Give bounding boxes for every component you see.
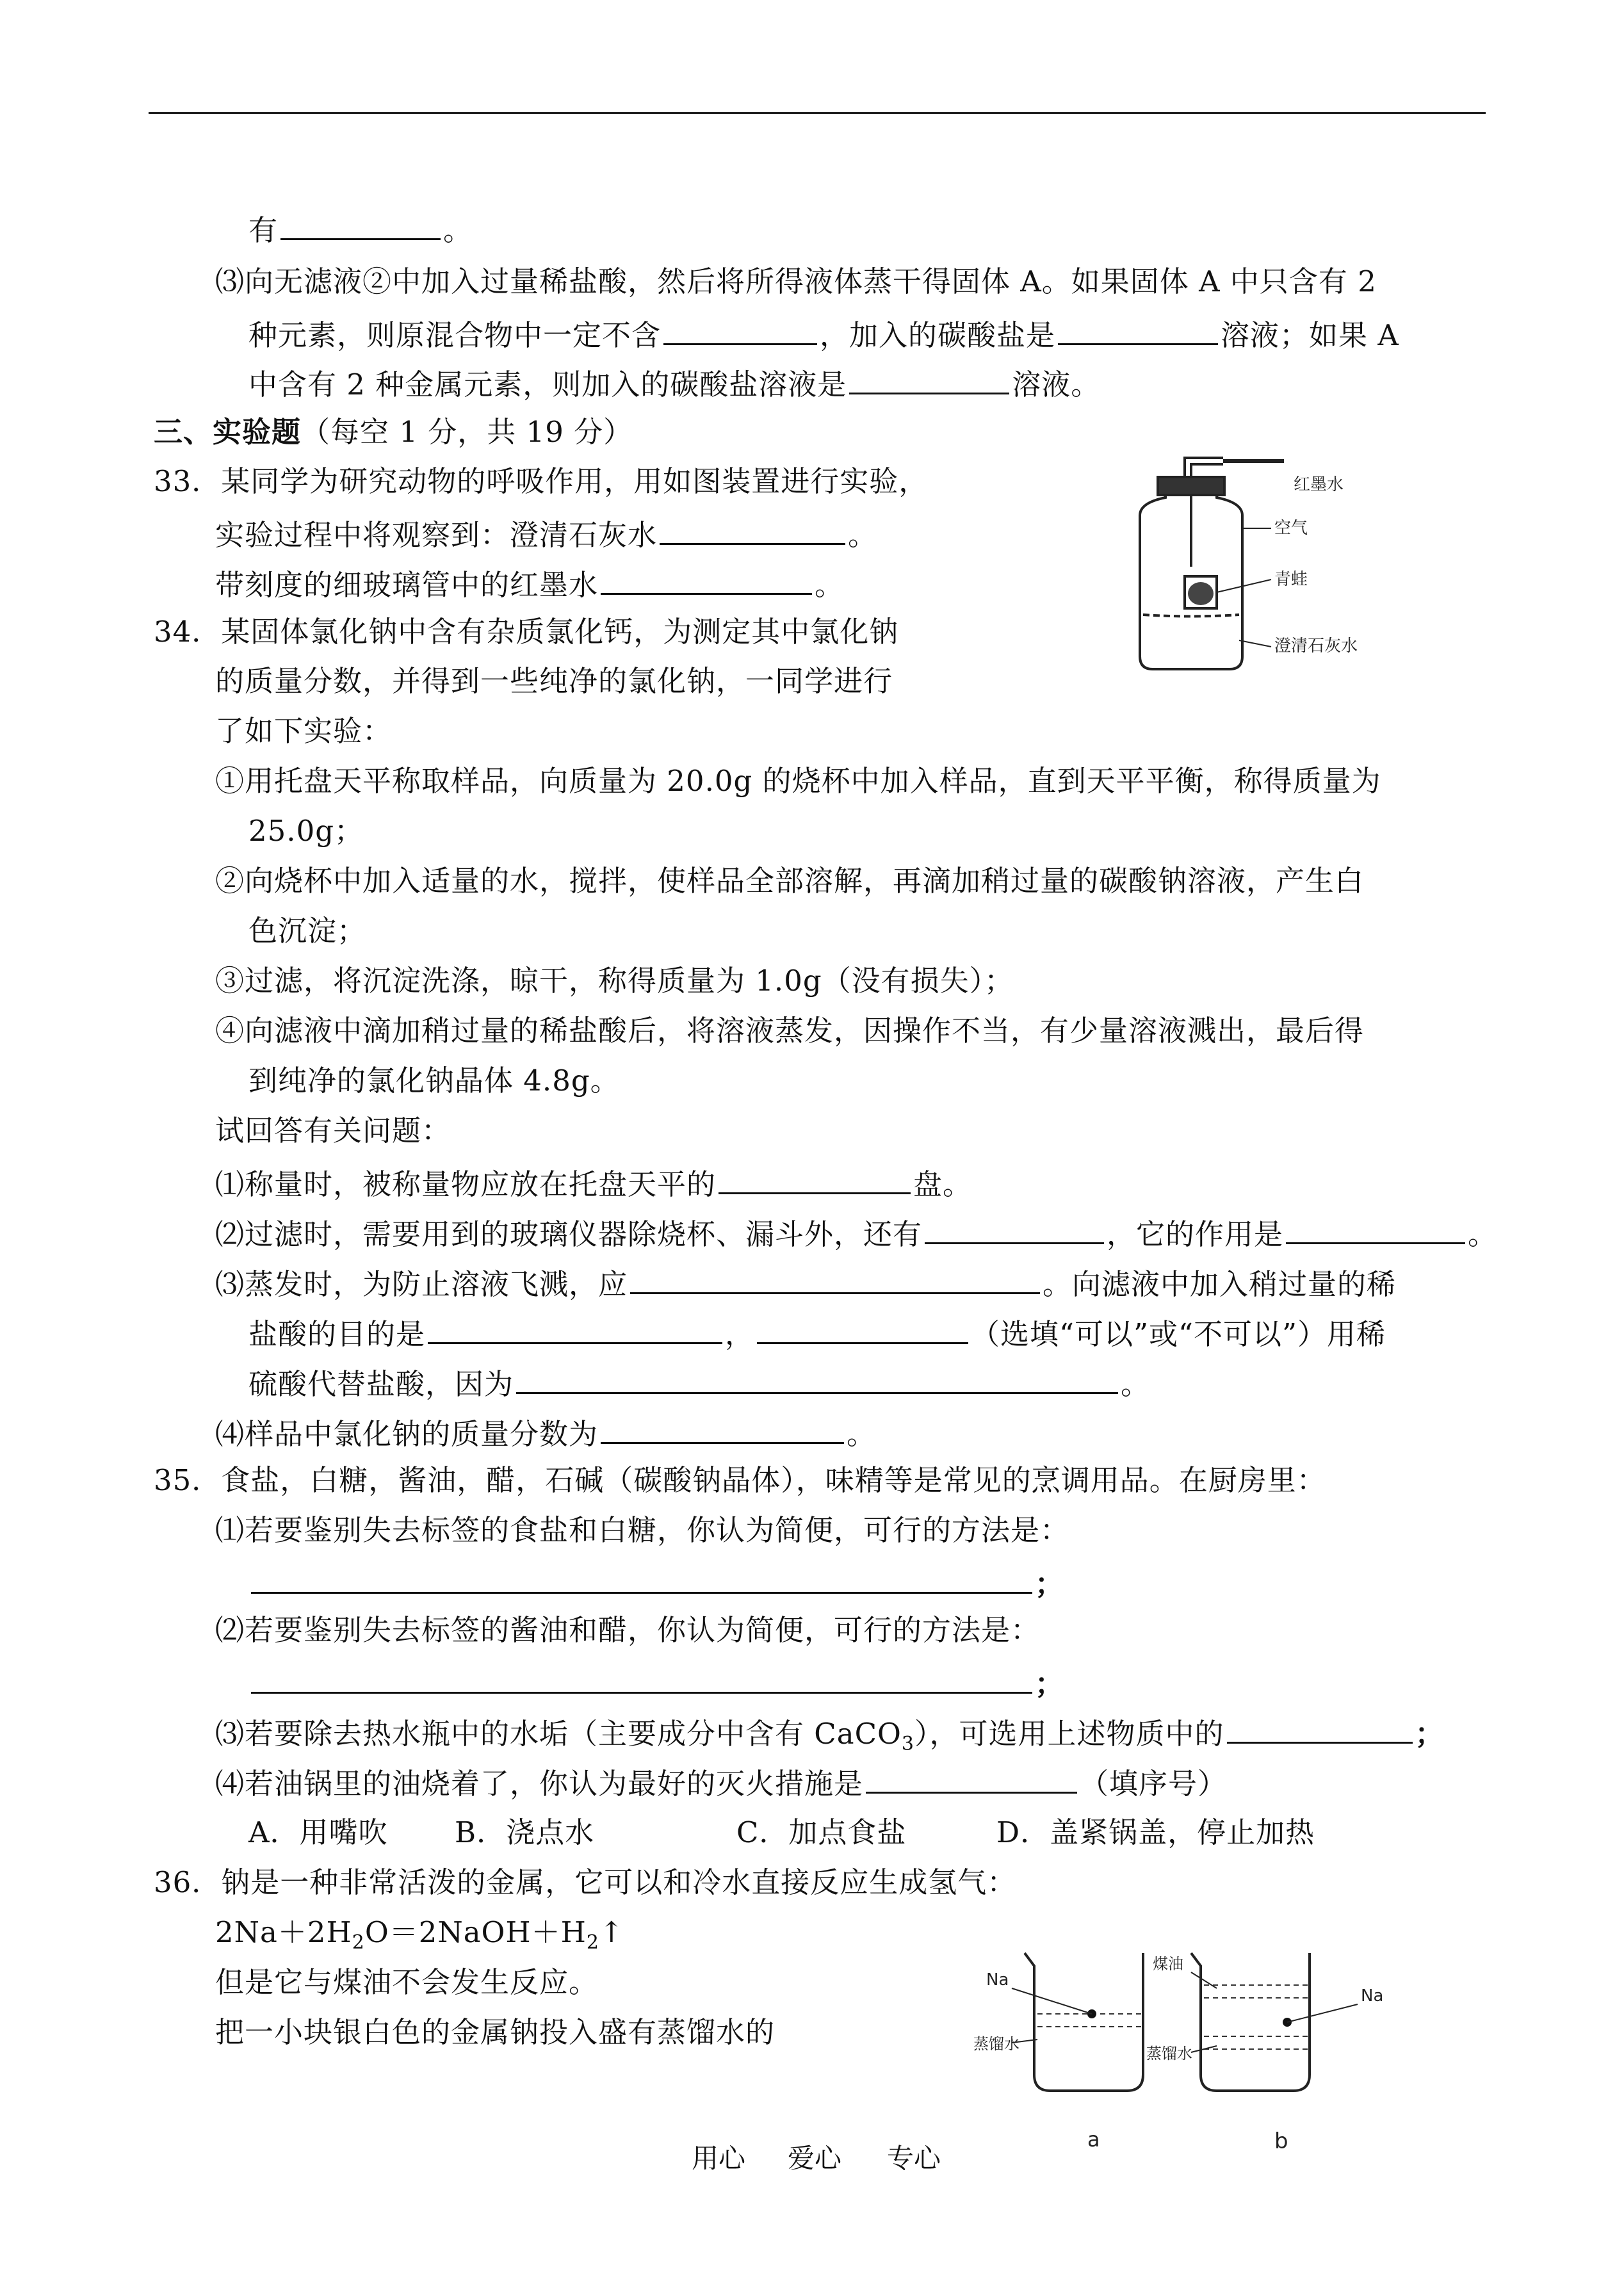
answer-blank[interactable] [663, 312, 817, 345]
text: 。 [1121, 1367, 1151, 1401]
text: ⑶若要除去热水瓶中的水垢（主要成分中含有 CaCO [215, 1717, 902, 1751]
text: ⑶蒸发时，为防止溶液飞溅，应 [215, 1267, 628, 1301]
q32-line1 [248, 207, 473, 250]
q32-part3-line2 [248, 312, 1399, 355]
caption-a: a [1087, 2127, 1100, 2152]
answer-blank[interactable] [1286, 1212, 1465, 1244]
q33-line3 [215, 562, 844, 604]
text: 中含有 2 种金属元素，则加入的碳酸盐溶液是 [248, 368, 847, 401]
subscript: 2 [352, 1931, 365, 1954]
subscript: 3 [901, 1733, 914, 1755]
q34-line3: 了如下实验： [215, 714, 393, 748]
text: ， [725, 1317, 755, 1351]
q32-part3-line3 [248, 362, 1100, 404]
q34-ask: 试回答有关问题： [215, 1114, 451, 1148]
text: 种元素，则原混合物中一定不含 [248, 318, 662, 352]
q35-part1-answer [248, 1561, 1064, 1603]
q34-part1 [215, 1162, 972, 1204]
section-score-note: （每空 1 分，共 19 分） [301, 415, 633, 449]
text: （选填“可以”或“不可以”）用稀 [971, 1317, 1386, 1351]
text: 有 [248, 213, 279, 247]
text: 带刻度的细玻璃管中的红墨水 [215, 568, 599, 602]
text: 盐酸的目的是 [248, 1317, 426, 1351]
q35-part4 [215, 1761, 1227, 1803]
answer-blank[interactable] [601, 1411, 844, 1444]
frog-icon [1188, 582, 1214, 605]
sodium-beakers-figure [973, 1940, 1422, 2164]
q35-part3 [215, 1711, 1445, 1753]
section-title [154, 413, 633, 451]
footer-word-1: 用心 [692, 2143, 746, 2174]
q33-line2 [215, 512, 877, 555]
q34-part3-line2 [248, 1311, 1386, 1354]
q34-step3: ③过滤，将沉淀洗涤，晾干，称得质量为 1.0g（没有损失）； [215, 964, 1014, 998]
text: 。 [1468, 1217, 1498, 1251]
answer-blank[interactable] [601, 562, 812, 595]
text: ； [1035, 1567, 1065, 1601]
text: ，加入的碳酸盐是 [820, 318, 1056, 352]
text: 。 [847, 1417, 877, 1451]
q34-step2-line2: 色沉淀； [248, 914, 367, 948]
answer-blank[interactable] [849, 362, 1009, 394]
q33-line1: 33．某同学为研究动物的呼吸作用，用如图装置进行实验， [154, 464, 929, 498]
label-water-b: 蒸馏水 [1146, 2045, 1192, 2063]
q34-line1: 34．某固体氯化钠中含有杂质氯化钙，为测定其中氯化钠 [154, 615, 899, 649]
text: ），可选用上述物质中的 [914, 1717, 1224, 1751]
caption-b: b [1274, 2129, 1288, 2154]
label-frog: 青蛙 [1274, 570, 1308, 589]
q35-option-b: B．浇点水 [455, 1815, 595, 1849]
q36-equation [215, 1913, 624, 1952]
text: 硫酸代替盐酸，因为 [248, 1367, 514, 1401]
q35-option-c: C．加点食盐 [736, 1815, 907, 1849]
text: 溶液。 [1012, 368, 1101, 401]
label-water-a: 蒸馏水 [973, 2035, 1019, 2053]
text: （填序号） [1080, 1767, 1228, 1801]
answer-blank[interactable] [660, 512, 845, 545]
answer-blank[interactable] [757, 1311, 968, 1344]
label-na-a: Na [986, 1970, 1009, 1990]
answer-blank[interactable] [1227, 1711, 1413, 1744]
q34-step2-line1: ②向烧杯中加入适量的水，搅拌，使样品全部溶解，再滴加稍过量的碳酸钠溶液，产生白 [215, 864, 1365, 898]
answer-blank[interactable] [280, 207, 441, 240]
up-arrow-icon: ↑ [599, 1915, 624, 1949]
q36-line1: 36．钠是一种非常活泼的金属，它可以和冷水直接反应生成氢气： [154, 1865, 1017, 1899]
q34-line2: 的质量分数，并得到一些纯净的氯化钠，一同学进行 [215, 664, 893, 698]
q35-part2: ⑵若要鉴别失去标签的酱油和醋，你认为简便，可行的方法是： [215, 1613, 1041, 1647]
text: ，它的作用是 [1107, 1217, 1284, 1251]
q34-step1-line2: 25.0g； [248, 814, 364, 848]
text: 。向滤液中加入稍过量的稀 [1043, 1267, 1397, 1301]
text: 。 [815, 568, 845, 602]
text: ⑴称量时，被称量物应放在托盘天平的 [215, 1167, 717, 1201]
subscript: 2 [586, 1931, 600, 1954]
text: 2Na＋2H [215, 1915, 352, 1949]
text: 盘。 [913, 1167, 973, 1201]
q36-line2: 但是它与煤油不会发生反应。 [215, 1965, 599, 1999]
q34-part4 [215, 1411, 876, 1454]
text: ⑵过滤时，需要用到的玻璃仪器除烧杯、漏斗外，还有 [215, 1217, 923, 1251]
answer-blank[interactable] [719, 1162, 911, 1194]
q35-option-a: A．用嘴吹 [248, 1815, 388, 1849]
section-heading: 三、实验题 [154, 415, 302, 449]
footer-word-3: 专心 [887, 2143, 941, 2174]
q34-step4-line2: 到纯净的氯化钠晶体 4.8g。 [248, 1064, 620, 1098]
label-limewater: 澄清石灰水 [1274, 637, 1358, 656]
q34-part3-line1 [215, 1261, 1396, 1304]
footer-word-2: 爱心 [788, 2143, 842, 2174]
q35-part2-answer [248, 1661, 1064, 1703]
text: 。 [848, 518, 878, 552]
q34-part3-line3 [248, 1361, 1150, 1404]
label-na-b: Na [1361, 1986, 1384, 2006]
answer-blank[interactable] [630, 1261, 1040, 1294]
q34-part2 [215, 1212, 1497, 1254]
text: 实验过程中将观察到：澄清石灰水 [215, 518, 658, 552]
q34-step4-line1: ④向滤液中滴加稍过量的稀盐酸后，将溶液蒸发，因操作不当，有少量溶液溅出，最后得 [215, 1014, 1365, 1048]
label-red-ink: 红墨水 [1294, 475, 1344, 494]
text: ； [1415, 1717, 1445, 1751]
answer-blank[interactable] [866, 1761, 1077, 1794]
q35-line1: 35．食盐，白糖，酱油，醋，石碱（碳酸钠晶体），味精等是常见的烹调用品。在厨房里： [154, 1463, 1326, 1497]
text: ⑷样品中氯化钠的质量分数为 [215, 1417, 599, 1451]
answer-blank[interactable] [251, 1561, 1032, 1594]
q35-option-d: D．盖紧锅盖，停止加热 [996, 1815, 1315, 1849]
q35-part1: ⑴若要鉴别失去标签的食盐和白糖，你认为简便，可行的方法是： [215, 1513, 1070, 1547]
header-rule [149, 112, 1486, 114]
label-kerosene-b: 煤油 [1153, 1955, 1183, 1973]
text: O＝2NaOH＋H [364, 1915, 587, 1949]
answer-blank[interactable] [251, 1661, 1032, 1694]
text: ⑷若油锅里的油烧着了，你认为最好的灭火措施是 [215, 1767, 864, 1801]
q34-step1-line1: ①用托盘天平称取样品，向质量为 20.0g 的烧杯中加入样品，直到天平平衡，称得质量为 [215, 764, 1381, 798]
respiration-apparatus-figure [1089, 451, 1358, 682]
label-air: 空气 [1274, 519, 1308, 538]
text: 溶液；如果 A [1221, 318, 1399, 352]
text: 。 [443, 213, 473, 247]
text: ； [1035, 1667, 1065, 1701]
answer-blank[interactable] [925, 1212, 1104, 1244]
q36-line3: 把一小块银白色的金属钠投入盛有蒸馏水的 [215, 2015, 775, 2049]
q32-part3-line1: ⑶向无滤液②中加入过量稀盐酸，然后将所得液体蒸干得固体 A。如果固体 A 中只含有 2 [215, 264, 1377, 298]
answer-blank[interactable] [516, 1361, 1118, 1394]
answer-blank[interactable] [1058, 312, 1218, 345]
answer-blank[interactable] [428, 1311, 722, 1344]
